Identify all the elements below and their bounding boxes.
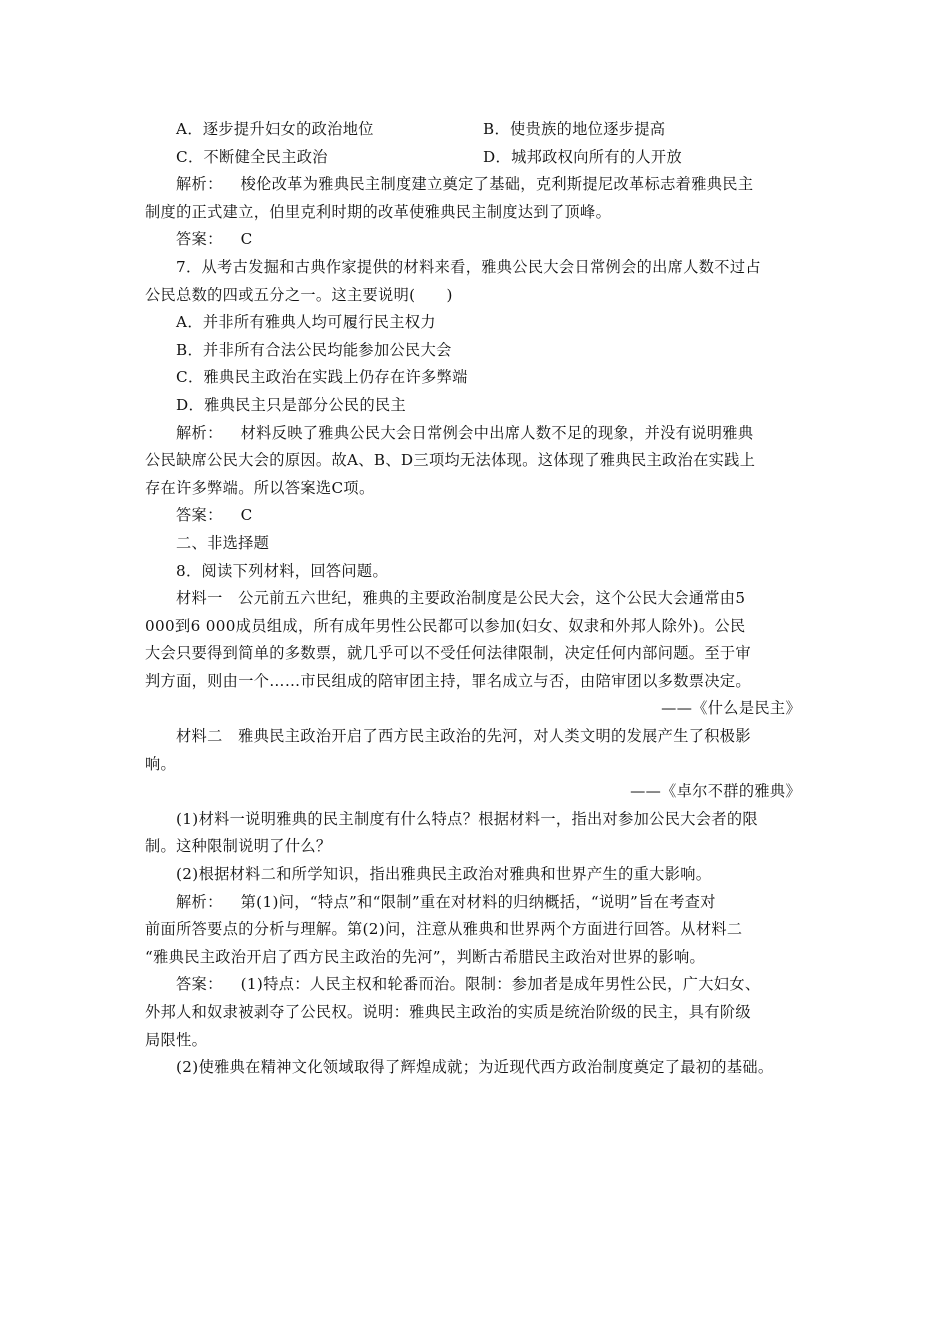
- q8-answer-text-1: (1)特点：人民主权和轮番而治。限制：参加者是成年男性公民，广大妇女、: [240, 975, 761, 994]
- q6-analysis-line-1: [145, 171, 815, 199]
- q6-option-b: B．使贵族的地位逐步提高: [483, 120, 666, 138]
- q7-option-c: C．雅典民主政治在实践上仍存在许多弊端: [176, 368, 468, 387]
- q8-question2: (2)根据材料二和所学知识，指出雅典民主政治对雅典和世界产生的重大影响。: [176, 865, 712, 884]
- q6-option-a: A．逐步提升妇女的政治地位: [176, 120, 374, 138]
- q7-analysis-line-1: [145, 420, 815, 448]
- q7-option-b: B．并非所有合法公民均能参加公民大会: [176, 340, 452, 359]
- q7-stem-line-1: 7．从考古发掘和古典作家提供的材料来看，雅典公民大会日常例会的出席人数不过占: [176, 257, 761, 276]
- q6-analysis-label: 解析：: [176, 175, 223, 194]
- q8-answer-2: (2)使雅典在精神文化领域取得了辉煌成就；为近现代西方政治制度奠定了最初的基础。: [176, 1058, 774, 1077]
- q7-analysis-line-3: 存在许多弊端。所以答案选C项。: [145, 478, 375, 497]
- q6-answer-label: 答案：: [176, 230, 223, 249]
- q8-material1-source: ——《什么是民主》: [661, 699, 801, 718]
- q8-answer-line-2: 外邦人和奴隶被剥夺了公民权。说明：雅典民主政治的实质是统治阶级的民主，具有阶级: [145, 1003, 751, 1021]
- q8-answer-label: 答案：: [176, 975, 223, 994]
- q8-analysis-line-1: [145, 889, 815, 917]
- q6-answer-value: C: [240, 230, 253, 249]
- q8-analysis-text-1: 第(1)问，“特点”和“限制”重在对材料的归纳概括，“说明”旨在考查对: [240, 892, 716, 911]
- q7-answer: [145, 502, 815, 530]
- q7-answer-value: C: [240, 506, 253, 525]
- q8-analysis-line-2: 前面所答要点的分析与理解。第(2)问，注意从雅典和世界两个方面进行回答。从材料二: [145, 920, 743, 939]
- q6-option-d: D．城邦政权向所有的人开放: [483, 147, 682, 166]
- q8-analysis-line-3: “雅典民主政治开启了西方民主政治的先河”，判断古希腊民主政治对世界的影响。: [145, 947, 706, 966]
- q8-material1-line-1: 材料一 公元前五六世纪，雅典的主要政治制度是公民大会，这个公民大会通常由5: [176, 589, 746, 608]
- q6-analysis-text-1: 梭伦改革为雅典民主制度建立奠定了基础，克利斯提尼改革标志着雅典民主: [240, 175, 754, 194]
- q8-question1-line-2: 制。这种限制说明了什么？: [145, 837, 332, 856]
- q8-stem: 8．阅读下列材料，回答问题。: [176, 561, 389, 580]
- q8-material1-line-4: 判方面，则由一个……市民组成的陪审团主持，罪名成立与否，由陪审团以多数票决定。: [145, 671, 751, 690]
- q8-question1-line-1: (1)材料一说明雅典的民主制度有什么特点？根据材料一，指出对参加公民大会者的限: [176, 809, 758, 828]
- section-title: 二、非选择题: [176, 533, 270, 552]
- q8-answer-line-1: [145, 971, 815, 999]
- q8-material2-line-1: 材料二 雅典民主政治开启了西方民主政治的先河，对人类文明的发展产生了积极影: [176, 727, 751, 746]
- q8-analysis-label: 解析：: [176, 892, 223, 911]
- document-page: [145, 116, 815, 1082]
- q6-option-row-ab: [145, 116, 815, 144]
- q8-material1-line-3: 大会只要得到简单的多数票，就几乎可以不受任何法律限制，决定任何内部问题。至于审: [145, 644, 751, 663]
- q7-analysis-line-2: 公民缺席公民大会的原因。故A、B、D三项均无法体现。这体现了雅典民主政治在实践上: [145, 451, 756, 470]
- q6-option-c: C．不断健全民主政治: [176, 147, 328, 166]
- q8-material2-source: ——《卓尔不群的雅典》: [630, 782, 801, 801]
- q7-option-a: A．并非所有雅典人均可履行民主权力: [176, 313, 436, 332]
- q7-stem-line-2: 公民总数的四或五分之一。这主要说明( ): [145, 285, 453, 304]
- q6-analysis-line-2: 制度的正式建立，伯里克利时期的改革使雅典民主制度达到了顶峰。: [145, 202, 612, 221]
- q7-option-d: D．雅典民主只是部分公民的民主: [176, 395, 407, 414]
- q7-analysis-text-1: 材料反映了雅典公民大会日常例会中出席人数不足的现象，并没有说明雅典: [240, 423, 754, 442]
- q6-option-row-cd: [145, 144, 815, 172]
- q8-answer-line-3: 局限性。: [145, 1030, 208, 1049]
- q8-material1-line-2: 000到6 000成员组成，所有成年男性公民都可以参加(妇女、奴隶和外邦人除外)。公民: [145, 616, 746, 635]
- q8-material2-line-2: 响。: [145, 754, 177, 773]
- q7-analysis-label: 解析：: [176, 423, 223, 442]
- q6-answer: [145, 226, 815, 254]
- q7-answer-label: 答案：: [176, 506, 223, 525]
